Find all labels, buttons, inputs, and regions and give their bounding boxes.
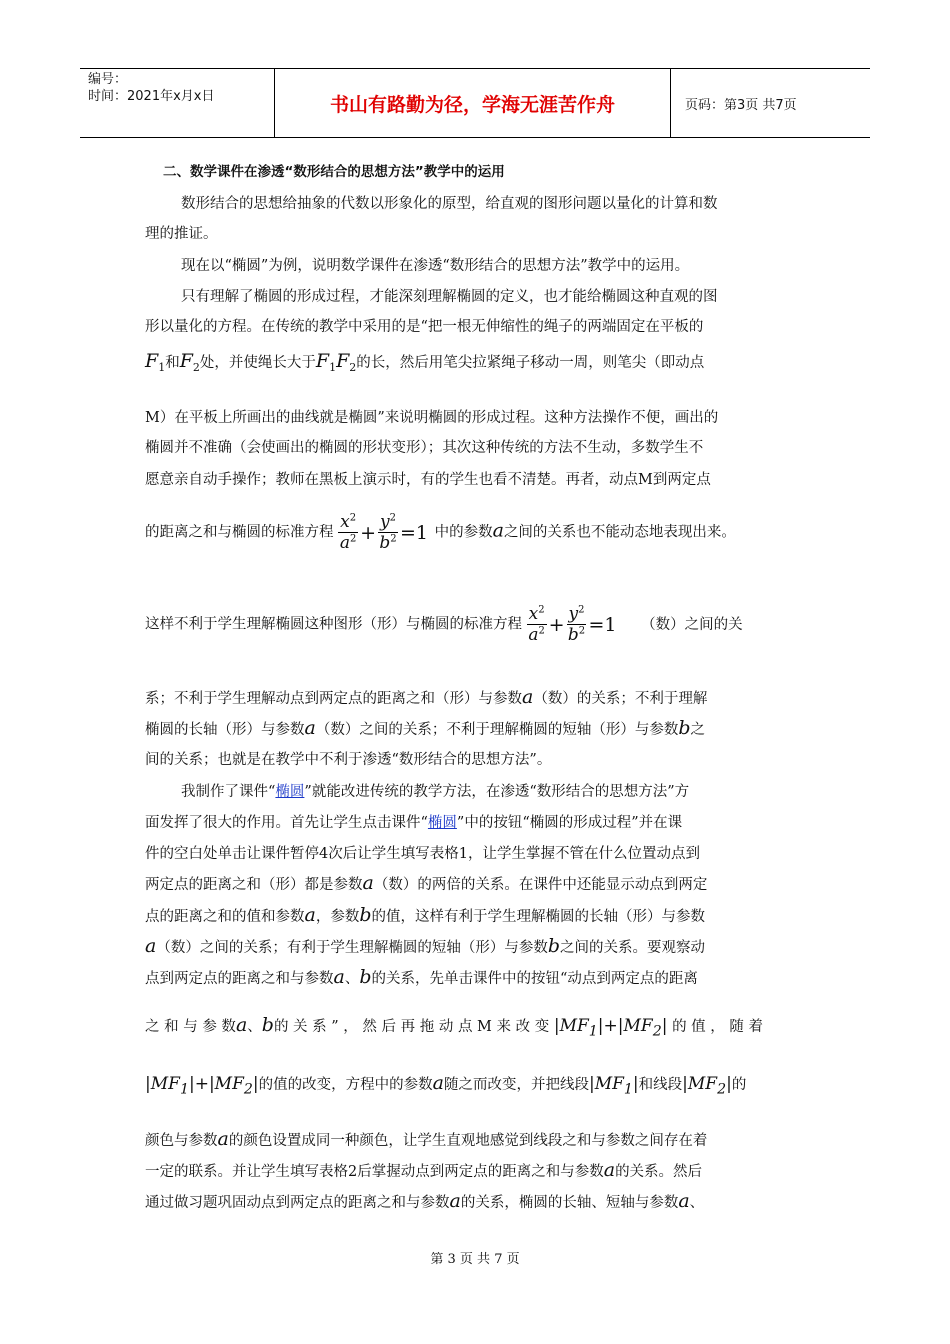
- courseware-link[interactable]: 椭圆: [427, 815, 457, 831]
- paragraph-line: 一定的联系。并让学生填写表格2后掌握动点到两定点的距离之和与参数a的关系。然后: [145, 1159, 703, 1181]
- paragraph-line: 形以量化的方程。在传统的教学中采用的是“把一根无伸缩性的绳子的两端固定在平板的: [145, 319, 704, 335]
- ellipse-equation: $x^2$ $a^2$ + $\frac{y^2}{b^2}$ =1: [339, 512, 428, 553]
- paragraph-line: 愿意亲自动手操作；教师在黑板上演示时，有的学生也看不清楚。再者，动点M到两定点: [145, 472, 711, 488]
- header-meta: [80, 69, 275, 137]
- abs-mf1-plus-mf2: $|MF_1|+|MF_2|$: [145, 1074, 259, 1098]
- math-sub: 1: [329, 361, 337, 374]
- header-time-label: 时间：2021年x月x日: [88, 89, 215, 104]
- paragraph-line: 面发挥了很大的作用。首先让学生点击课件“椭圆”中的按钮“椭圆的形成过程”并在课: [145, 815, 683, 831]
- abs-mf2: $|MF_2|$: [682, 1074, 732, 1098]
- paragraph-line: M）在平板上所画出的曲线就是椭圆”来说明椭圆的形成过程。这种方法操作不便，画出的: [145, 410, 719, 426]
- page-header: [80, 68, 870, 138]
- paragraph-line: 我制作了课件“椭圆”就能改进传统的教学方法，在渗透“数形结合的思想方法”方: [181, 784, 690, 800]
- math-a: a: [522, 686, 534, 708]
- header-page-label: 页码：第3页 共7页: [685, 97, 797, 113]
- paragraph-line: 系；不利于学生理解动点到两定点的距离之和（形）与参数a（数）的关系；不利于理解: [145, 686, 708, 708]
- paragraph-line: 数形结合的思想给抽象的代数以形象化的原型，给直观的图形问题以量化的计算和数: [181, 196, 718, 212]
- paragraph-line: 间的关系；也就是在教学中不利于渗透“数形结合的思想方法”。: [145, 752, 552, 768]
- paragraph-line-formula: [145, 512, 736, 553]
- section-title: 二、数学课件在渗透“数形结合的思想方法”教学中的运用: [163, 164, 505, 180]
- math-F: F: [145, 350, 159, 372]
- text-fragment: 之间的关系也不能动态地表现出来。: [503, 524, 736, 541]
- abs-mf1-plus-mf2: $|MF_1|+|MF_2|$: [553, 1016, 668, 1040]
- header-number-label: 编号：: [88, 72, 128, 87]
- paragraph-line: 点的距离之和的值和参数a，参数b的值，这样有利于学生理解椭圆的长轴（形）与参数: [145, 904, 705, 926]
- math-a: a: [304, 717, 316, 739]
- paragraph-line: 椭圆并不准确（会使画出的椭圆的形状变形）；其次这种传统的方法不生动，多数学生不: [145, 440, 704, 456]
- header-motto: 书山有路勤为径，学海无涯苦作舟: [275, 69, 671, 137]
- math-b: b: [678, 717, 691, 739]
- math-sub: 2: [349, 361, 357, 374]
- math-F: F: [179, 350, 193, 372]
- text-fragment: （数）之间的关: [641, 616, 743, 633]
- paragraph-line: 件的空白处单击让课件暂停4次后让学生填写表格1，让学生掌握不管在什么位置动点到: [145, 846, 700, 862]
- math-sub: 2: [192, 361, 200, 374]
- math-F: F: [315, 350, 330, 372]
- text-fragment: 和: [165, 355, 180, 371]
- ellipse-equation: $x^2$ $a^2$ + $\frac{y^2}{b^2}$ =1: [528, 604, 617, 645]
- text-fragment: 处，并使绳长大于: [199, 355, 316, 371]
- paragraph-line-formula: $|MF_1|+|MF_2|$的值的改变，方程中的参数a随之而改变，并把线段$|MF_1|$和线段$|MF_2|$的: [145, 1072, 747, 1098]
- paragraph-line: 椭圆的长轴（形）与参数a（数）之间的关系；不利于理解椭圆的短轴（形）与参数b之: [145, 717, 705, 739]
- text-fragment: 的距离之和与椭圆的标准方程: [145, 524, 334, 541]
- paragraph-line: 理的推证。: [145, 226, 218, 242]
- paragraph-line: 现在以“椭圆”为例，说明数学课件在渗透“数形结合的思想方法”教学中的运用。: [181, 258, 690, 274]
- paragraph-line-formula: [145, 350, 704, 372]
- paragraph-line: 颜色与参数a的颜色设置成同一种颜色，让学生直观地感觉到线段之和与参数之间存在着: [145, 1128, 708, 1150]
- page-footer: 第 3 页 共 7 页: [430, 1252, 520, 1267]
- paragraph-line: 只有理解了椭圆的形成过程，才能深刻理解椭圆的定义，也才能给椭圆这种直观的图: [181, 289, 718, 305]
- text-fragment: 中的参数: [434, 524, 493, 541]
- math-F: F: [336, 350, 350, 372]
- paragraph-line: 两定点的距离之和（形）都是参数a（数）的两倍的关系。在课件中还能显示动点到两定: [145, 872, 708, 894]
- math-sub: 1: [158, 361, 166, 374]
- courseware-link[interactable]: 椭圆: [275, 784, 305, 800]
- paragraph-line: 点到两定点的距离之和与参数a、b的关系，先单击课件中的按钮“动点到两定点的距离: [145, 966, 698, 988]
- math-a: a: [492, 519, 504, 542]
- text-fragment: 的长，然后用笔尖拉紧绳子移动一周，则笔尖（即动点: [356, 355, 705, 371]
- text-fragment: 这样不利于学生理解椭圆这种图形（形）与椭圆的标准方程: [145, 616, 522, 633]
- paragraph-line-formula: 之 和 与 参 数a、b的 关 系 ” ， 然 后 再 拖 动 点 M 来 改 变 $|MF_1|+|MF_2|$ 的 值 ， 随 着: [145, 1014, 764, 1040]
- paragraph-line: a（数）之间的关系；有利于学生理解椭圆的短轴（形）与参数b之间的关系。要观察动: [145, 935, 705, 957]
- abs-mf1: $|MF_1|$: [588, 1074, 639, 1098]
- paragraph-line-formula: [145, 604, 743, 645]
- paragraph-line: 通过做习题巩固动点到两定点的距离之和与参数a的关系，椭圆的长轴、短轴与参数a、: [145, 1190, 705, 1212]
